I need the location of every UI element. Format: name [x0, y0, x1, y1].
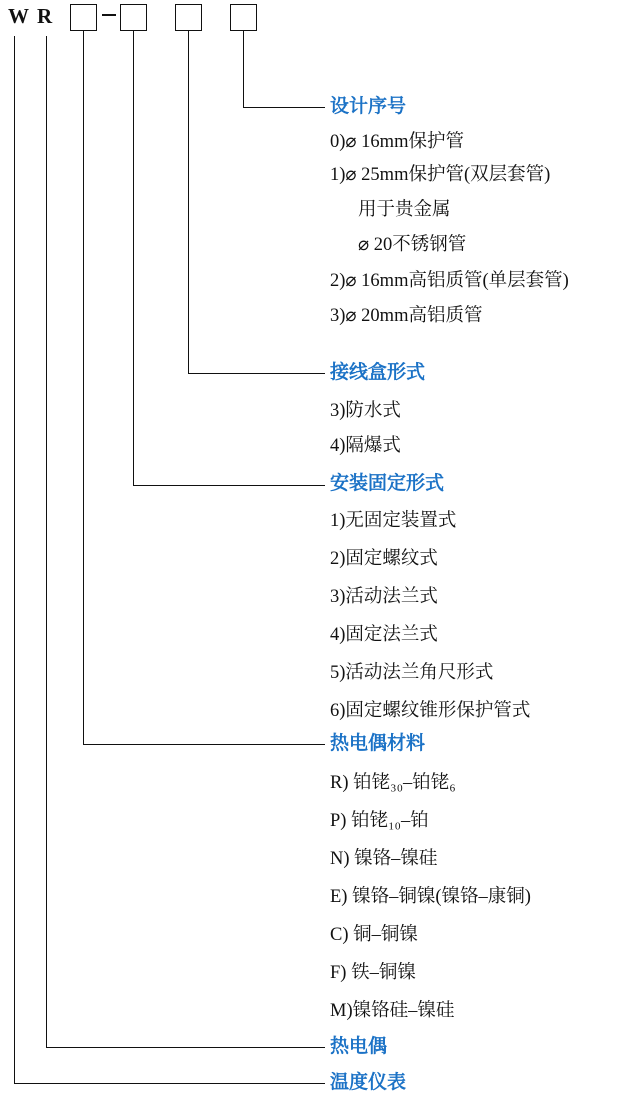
group-title-design-serial: 设计序号 — [330, 96, 407, 117]
option-mounting-0: 1)无固定装置式 — [330, 511, 457, 531]
option-mounting-2: 3)活动法兰式 — [330, 587, 438, 607]
option-junction-box-1: 4)隔爆式 — [330, 436, 401, 456]
code-letter-w: W — [8, 4, 29, 28]
group-title-tc-material: 热电偶材料 — [330, 733, 426, 754]
option-design-serial-3: ⌀ 20不锈钢管 — [358, 235, 467, 255]
leader-hline-design-serial — [243, 107, 325, 108]
model-code-row — [0, 0, 643, 46]
leader-vline-design-serial — [243, 31, 244, 108]
option-tc-material-2: N) 镍铬–镍硅 — [330, 849, 438, 869]
option-design-serial-4: 2)⌀ 16mm高铝质管(单层套管) — [330, 271, 569, 291]
option-mounting-3: 4)固定法兰式 — [330, 625, 438, 645]
option-tc-material-4: C) 铜–铜镍 — [330, 925, 418, 945]
leader-hline-temp-instrument — [14, 1083, 325, 1084]
leader-vline-temp-instrument — [14, 36, 15, 1084]
group-title-temp-instrument: 温度仪表 — [330, 1072, 407, 1093]
leader-hline-junction-box — [188, 373, 325, 374]
option-design-serial-5: 3)⌀ 20mm高铝质管 — [330, 306, 483, 326]
option-design-serial-2: 用于贵金属 — [358, 200, 451, 220]
code-box-3 — [175, 4, 202, 31]
option-tc-material-3: E) 镍铬–铜镍(镍铬–康铜) — [330, 887, 531, 907]
leader-vline-junction-box — [188, 31, 189, 374]
group-title-mounting: 安装固定形式 — [330, 473, 445, 494]
option-mounting-4: 5)活动法兰角尺形式 — [330, 663, 494, 683]
leader-hline-thermocouple — [46, 1047, 325, 1048]
option-mounting-5: 6)固定螺纹锥形保护管式 — [330, 701, 531, 721]
option-design-serial-1: 1)⌀ 25mm保护管(双层套管) — [330, 165, 551, 185]
leader-hline-mounting — [133, 485, 325, 486]
code-box-2 — [120, 4, 147, 31]
option-tc-material-1: P) 铂铑₁₀–铂 — [330, 811, 429, 831]
leader-vline-mounting — [133, 31, 134, 486]
group-title-thermocouple: 热电偶 — [330, 1036, 388, 1057]
group-title-junction-box: 接线盒形式 — [330, 362, 426, 383]
leader-vline-thermocouple — [46, 36, 47, 1048]
code-letter-r: R — [37, 4, 53, 28]
option-design-serial-0: 0)⌀ 16mm保护管 — [330, 132, 464, 152]
option-tc-material-5: F) 铁–铜镍 — [330, 963, 416, 983]
leader-hline-tc-material — [83, 744, 325, 745]
code-box-4 — [230, 4, 257, 31]
code-dash — [102, 14, 116, 16]
option-tc-material-6: M)镍铬硅–镍硅 — [330, 1001, 455, 1021]
option-junction-box-0: 3)防水式 — [330, 401, 401, 421]
option-tc-material-0: R) 铂铑₃₀–铂铑₆ — [330, 773, 456, 793]
leader-vline-tc-material — [83, 31, 84, 745]
code-box-1 — [70, 4, 97, 31]
option-mounting-1: 2)固定螺纹式 — [330, 549, 438, 569]
